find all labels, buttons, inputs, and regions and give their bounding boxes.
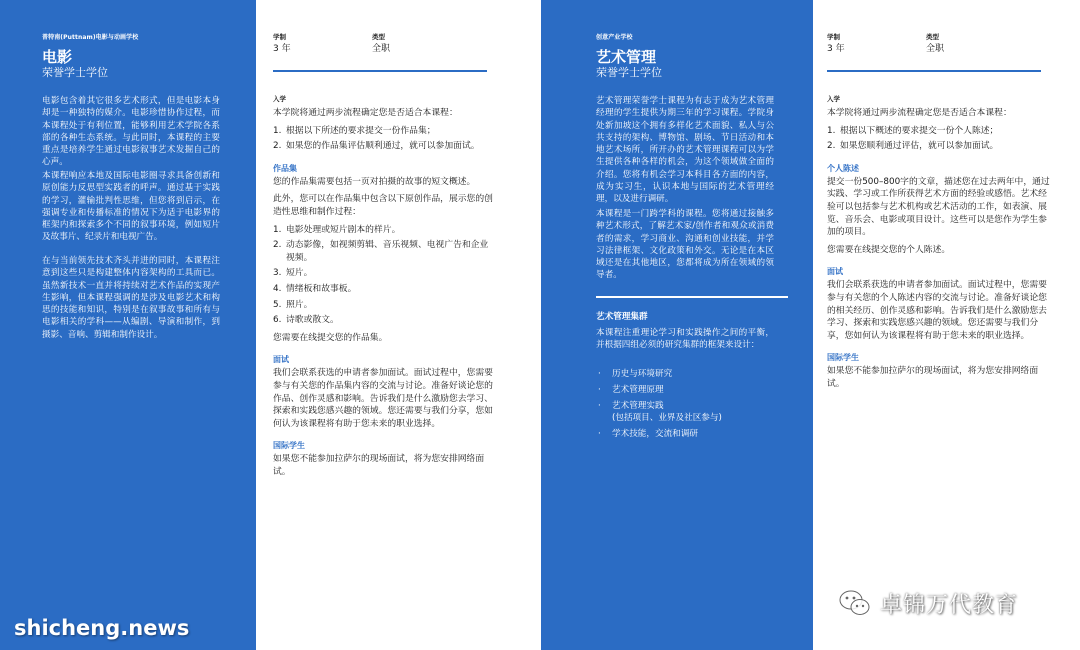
duration-value: 3 年 [827, 44, 845, 54]
type-field [926, 33, 944, 55]
arts-intro-panel [541, 0, 813, 650]
duration-value: 3 年 [273, 44, 291, 54]
intl-text: 如果您不能参加拉萨尔的现场面试，将为您安排网络面试。 [827, 366, 1039, 389]
film-paragraph: 电影包含着其它很多艺术形式，但是电影本身却是一种独特的媒介。电影珍惜协作过程，而本课程处于有利位置，能够利用艺术学院各系部的各种生态系统。与此同时，本课程的主要重点是培养学生通过电影叙事艺术发掘自己的心声。 [42, 96, 220, 168]
portfolio-items [273, 224, 495, 327]
film-meta [273, 33, 487, 59]
entry-intro: 本学院将通过两步流程确定您是否适合本课程： [827, 108, 1012, 118]
type-value: 全职 [926, 44, 945, 54]
interview-heading: 面试 [827, 267, 843, 277]
cluster-intro: 本课程注重理论学习和实践操作之间的平衡，并根据四组必须的研究集群的框架来设计： [596, 328, 774, 351]
intl-heading: 国际学生 [273, 441, 305, 451]
account-watermark [838, 586, 1018, 620]
intl-text: 如果您不能参加拉萨尔的现场面试，将为您安排网络面试。 [273, 454, 485, 477]
site-watermark: shicheng.news [14, 616, 190, 640]
divider [273, 70, 487, 72]
arts-meta [827, 33, 1041, 59]
list-item: 2. 动态影像，如视频剪辑、音乐视频、电视广告和企业视频。 [273, 240, 489, 263]
film-school-name: 普特南(Puttnam)电影与动画学校 [42, 34, 139, 41]
list-item: 4. 情绪板和故事板。 [273, 283, 357, 294]
statement-heading: 个人陈述 [827, 163, 859, 173]
arts-school-name: 创意产业学校 [596, 34, 633, 41]
entry-steps [827, 125, 1053, 153]
cluster-list [598, 368, 778, 444]
type-label: 类型 [926, 33, 939, 41]
list-item-sub: (包括项目、业界及社区参与) [612, 413, 722, 423]
type-field [372, 33, 390, 55]
entry-heading: 入学 [827, 95, 840, 103]
statement-text: 提交一份500–800字的文章，描述您在过去两年中，通过实践、学习或工作所获得艺术方面的经验或感悟。艺术经验可以包括参与艺术机构或艺术活动的工作，如表演、展览、音乐会、电影或项目设计。这些可以是您作为学生参加的项目。 [827, 176, 1050, 238]
intl-heading: 国际学生 [827, 353, 859, 363]
portfolio-text: 您的作品集需要包括一页对拍摄的故事的短文概述。 [273, 176, 476, 187]
arts-paragraph: 艺术管理荣誉学士课程为有志于成为艺术管理经理的学生提供为期三年的学习课程。学院身处新加坡这个拥有多样化艺术面貌、私人与公共支持的架构、博物馆、剧场、节日活动和本地艺术场所，所开办的艺术管理课程可以为学生提供各种各样的机会，为这个领域做全面的介绍。您将有机会学习本科目各方面的内容，成为实习生，认识本地与国际的艺术管理经理，以及进行调研。 [596, 96, 774, 205]
wechat-icon [838, 588, 872, 618]
divider [827, 70, 1041, 72]
list-item: 6. 诗歌或散文。 [273, 315, 339, 326]
arts-subtitle: 荣誉学士学位 [596, 66, 662, 79]
arts-title: 艺术管理 [596, 48, 657, 66]
type-label: 类型 [372, 33, 385, 41]
portfolio-heading: 作品集 [273, 163, 297, 173]
film-detail-panel [256, 0, 541, 650]
arts-paragraph: 本课程是一门跨学科的课程。您将通过接触多种艺术形式，了解艺术家/创作者和观众或消费者的需求，学习商业、沟通和创业技能，并学习法律框架、文化政策和外交。无论是在本区域还是在其他地区，您都将成为所在领域的领导者。 [596, 209, 774, 281]
account-name: 卓锦万代教育 [880, 592, 1019, 618]
interview-heading: 面试 [273, 355, 289, 365]
list-item: · 艺术管理原理 [598, 385, 664, 395]
duration-label: 学制 [273, 33, 286, 41]
entry-intro: 本学院将通过两步流程确定您是否适合本课程： [273, 108, 458, 118]
list-item: 5. 照片。 [273, 299, 313, 310]
duration-label: 学制 [827, 33, 840, 41]
list-item: · 学术技能，交流和调研 [598, 429, 698, 439]
cluster-heading: 艺术管理集群 [596, 312, 648, 322]
list-item: 1. 根据以下概述的要求提交一份个人陈述； [827, 125, 999, 136]
portfolio-note: 您需要在线提交您的作品集。 [273, 332, 388, 343]
list-item: · 艺术管理实践 (包括项目、业界及社区参与) [598, 401, 722, 423]
list-item: 1. 电影处理或短片剧本的样片。 [273, 224, 401, 235]
arts-detail-panel [813, 0, 1080, 650]
list-item: 1. 根据以下所述的要求提交一份作品集； [273, 125, 436, 136]
film-paragraph: 本课程响应本地及国际电影圈寻求具备创新和原创能力反思型实践者的呼声。通过基于实践的学习，灌输批判性思维，但您将到启示，在强调专业和传播标准的情况下为适于电影界的框架内和探索多个不同的叙事环境，例如短片及故事片、纪录片和电视广告。 [42, 171, 220, 243]
entry-heading: 入学 [273, 95, 286, 103]
arts-entry-content [827, 94, 1053, 396]
film-subtitle: 荣誉学士学位 [42, 66, 108, 79]
film-intro-panel [0, 0, 256, 650]
type-value: 全职 [372, 44, 391, 54]
list-item: 2. 如果您的作品集评估顺利通过，就可以参加面试。 [273, 141, 480, 152]
film-paragraph: 在与当前领先技术齐头并进的同时，本课程注意到这些只是构建整体内容架构的工具而已。虽然新技术一直并将持续对艺术作品的实现产生影响，但本课程强调的是涉及电影艺术和构思的技能和知识，特别是在叙事故事和所有与电影相关的学科——从编剧、导演和制作，到摄影、音响、剪辑和制作设计。 [42, 256, 220, 340]
statement-note: 您需要在线提交您的个人陈述。 [827, 244, 951, 255]
film-title: 电影 [42, 48, 73, 66]
film-entry-content [273, 94, 495, 483]
entry-steps [273, 125, 495, 153]
list-item: 3. 短片。 [273, 268, 313, 279]
interview-text: 我们会联系获选的申请者参加面试。面试过程中，您需要参与有关您的作品集内容的交流与讨论。准备好谈论您的作品、创作灵感和影响。告诉我们是什么激励您去学习、探索和实践您感兴趣的领域。您还需要与我们分享，您如何认为该课程将有助于您未来的职业选择。 [273, 368, 493, 429]
interview-text: 我们会联系获选的申请者参加面试。面试过程中，您需要参与有关您的个人陈述内容的交流与讨论。准备好谈论您的相关经历、创作灵感和影响。告诉我们是什么激励您去学习、探索和实践您感兴趣的领域。您还需要与我们分享，您如何认为该课程将有助于您未来的职业选择。 [827, 280, 1047, 341]
portfolio-text: 此外，您可以在作品集中包含以下原创作品，展示您的创造性思维和制作过程： [273, 194, 493, 217]
cluster-divider [596, 296, 788, 298]
list-item: 2. 如果您顺利通过评估，就可以参加面试。 [827, 141, 999, 152]
list-item: · 历史与环境研究 [598, 369, 673, 379]
duration-field [827, 33, 845, 55]
duration-field [273, 33, 291, 55]
